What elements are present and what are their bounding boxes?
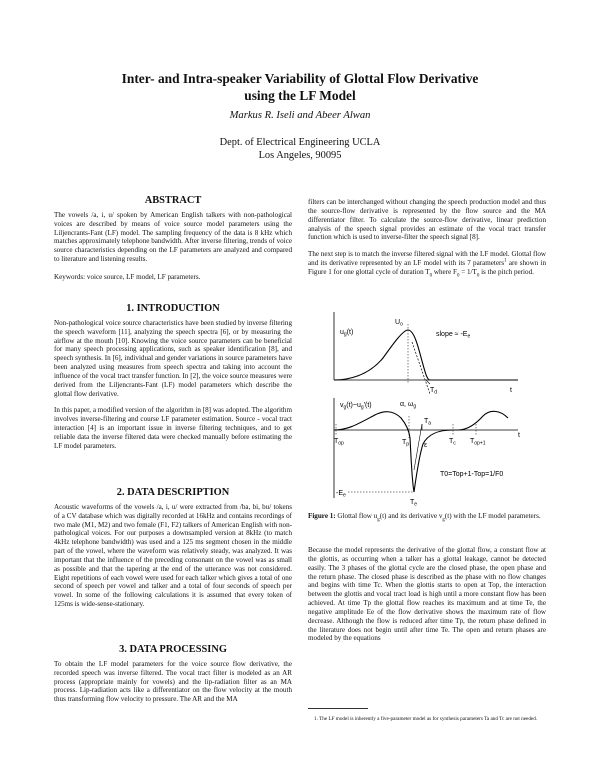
title-line-2: using the LF Model	[244, 88, 356, 103]
authors: Markus R. Iseli and Abeer Alwan	[229, 110, 371, 121]
right-paragraph-2-e: is the pitch period.	[479, 267, 534, 276]
title-line-1: Inter- and Intra-speaker Variability of Glottal Flow Derivative	[121, 71, 479, 86]
t0-equation: T0=Top+1-Top=1/F0	[440, 471, 504, 478]
right-paragraph-2-c: where F	[432, 267, 457, 276]
footnote: 1. The LF model is inherently a five-parameter model as for synthesis parameters Ta and Tc are not needed.	[314, 716, 538, 722]
caption-sub-g-1: g	[377, 517, 380, 523]
data-description-section	[54, 489, 292, 609]
affiliation-dept: Dept. of Electrical Engineering UCLA	[219, 137, 381, 148]
deriv-curve	[334, 411, 508, 492]
right-paragraph-2-a: The next step is to match the inverse filtered signal with the LF model. Glottal flow and its derivative represented by an LF model with its 7 parameters	[308, 250, 546, 268]
t0-subscript: 0	[429, 273, 433, 279]
figure-caption-text-1: Glottal flow u	[335, 512, 378, 520]
right-paragraph-2-b: are shown in Figure 1 for one glottal cycle of duration T	[308, 259, 546, 276]
t-label-top: t	[510, 387, 512, 394]
affiliation	[60, 136, 540, 162]
right-column-top	[308, 198, 546, 277]
introduction-section	[54, 305, 292, 451]
f0-subscript: 0	[456, 273, 460, 279]
abstract-section	[54, 197, 292, 282]
top-label: $T_{op}$	[334, 438, 344, 447]
uo-label: $U_o$	[395, 319, 403, 328]
right-paragraph-2-d: = 1/T	[459, 267, 477, 276]
abstract-heading: ABSTRACT	[144, 195, 202, 206]
figure-caption-text-2: (t) and its derivative v	[379, 512, 443, 520]
data-processing-paragraph: To obtain the LF model parameters for the voice source flow derivative, the recorded speech was inverse filtered. The vocal tract filter is modeled as an AR process (appropriate mainly for vowels) and the lip-radiation filter as an MA process. Lip-radiation acts like a differentiator on the flow velocity at the mouth thus transforming flow velocity to pressure. The AR and the MA	[54, 659, 292, 704]
right-column-bottom	[308, 546, 546, 643]
ee-label: $-E_e$	[336, 490, 346, 499]
affiliation-city: Los Angeles, 90095	[258, 150, 342, 161]
top1-label: $T_{op+1}$	[470, 438, 486, 447]
t-label-bottom: t	[518, 432, 520, 439]
data-processing-heading: 3. DATA PROCESSING	[119, 644, 227, 655]
introduction-paragraph-2: In this paper, a modified version of the algorithm in [8] was adopted. The algorithm involves inverse-filtering and course LF parameter estimation. Source - vocal tract interaction [4] is an important issue in inverse filtering techniques, and to get reliable data the inverse filtered data were checked manually before estimating the LF model parameters.	[54, 406, 292, 450]
flow-curve	[334, 330, 518, 380]
ta-line-1	[414, 424, 422, 470]
data-description-heading: 2. DATA DESCRIPTION	[116, 487, 230, 498]
figure-caption-text-3: (t) with the LF model parameters.	[444, 512, 541, 520]
epsilon-label: ε	[424, 442, 428, 449]
slope-label: slope ≈ $-E_e$	[436, 331, 471, 340]
ug-label: $u_g(t)$	[340, 329, 354, 338]
right-paragraph-2	[308, 250, 546, 277]
introduction-heading: 1. INTRODUCTION	[126, 303, 220, 314]
right-paragraph-1: filters can be interchanged without changing the speech production model and thus the source-flow derivative is represented by the flow source and the MA differentiator filter. To calculate the source-flow derivative, linear prediction analysis of the speech signal provides an estimate of the vocal tract transfer function which is used to inverse-filter the speech signal [8].	[308, 198, 546, 242]
caption-sub-g-2: g	[442, 517, 445, 523]
t0-subscript-2: 0	[476, 273, 480, 279]
slope-tangent	[412, 342, 430, 394]
paper-title	[60, 70, 540, 104]
footnote-rule	[308, 708, 368, 709]
lf-model-figure	[308, 306, 548, 506]
figure-caption-label: Figure 1:	[308, 512, 336, 520]
data-description-paragraph: Acoustic waveforms of the vowels /a, i, u/ were extracted from /ba, bi, bu/ tokens of a CV database which was digitally recorded at 16kHz and contains recordings of two male (M1, M2) and two female (F1, F2) talkers of American English with non-pathological voices. For our purposes a downsampled version at 8kHz (to match 4kHz telephone bandwidth) was used and a 125 ms segment chosen in the middle part of the vowel, where the waveform was relatively steady, was analyzed. It was important that the influence of the preceding consonant on the vowel was as small as possible and that the tapering at the end of the utterance was not considered. Eight repetitions of each vowel were used for each talker which gives a total of one second of speech per vowel and talker and a total of four seconds of speech per vowel. In some of the following calculations it is assumed that every token of 125ms is wide-sense-stationary.	[54, 502, 292, 609]
alpha-omega-label: α, $\omega_g$	[400, 401, 417, 410]
right-paragraph-3: Because the model represents the derivative of the glottal flow, a constant flow at the glottis, as occurring when a talker has a glottal leakage, cannot be detected easily. The 3 phases of the glottal cycle are the closed phase, the open phase and the return phase. The closed phase is described as the phase with no flow changes and begins with time Tc. When the glottis starts to open at Top, the interaction between the glottis and vocal tract load is high until a more constant flow has been achieved. At time Tp the glottal flow reaches its maximum and at time Te, the negative amplitude Ee of the flow derivative shows the maximum rate of flow decrease. Although the flow is reduced after time Tp, the return phase defined in the literature does not begin until after time Te. The open and return phases are modeled by the equations	[308, 546, 546, 643]
te-label: $T_e$	[410, 499, 418, 506]
keywords: Keywords: voice source, LF model, LF parameters.	[54, 272, 201, 281]
vg-label: $v_g(t)\sim u_g'(t)$	[340, 402, 372, 411]
introduction-paragraph-1: Non-pathological voice source characteristics have been studied by inverse filtering the speech waveform [11], analyzing the speech spectra [6], or by measuring the airflow at the mouth [10]. Knowing the voice source parameters can be beneficial for many speech processing applications, such as speaker identification [8], and speech synthesis. In [6], individual and gender variations in source parameters have been analyzed using measures from speech spectra and taking into account the influence of the vocal tract transfer function. In [2], the voice source measures were derived from the Liljencrants-Fant (LF) model parameters which describe the glottal flow derivative.	[54, 318, 292, 398]
tc-label: $T_c$	[449, 438, 456, 447]
ta-label: $T_a$	[424, 418, 432, 427]
data-processing-section	[54, 646, 292, 704]
footnote-marker: 1	[504, 258, 507, 264]
tp-label: $T_p$	[402, 439, 410, 448]
td-label: $T_d$	[430, 387, 438, 396]
abstract-text: The vowels /a, i, u/ spoken by American English talkers with non-pathological voices are described by means of voice source model parameters using the Liljencrants-Fant (LF) model. The sampling frequency of the data is 8 kHz which matches approximately telephone bandwidth. After inverse filtering, trends of voice source characteristics depending on the LF parameters are analyzed and compared to literature and listening results.	[54, 210, 292, 264]
figure-caption	[308, 512, 546, 521]
